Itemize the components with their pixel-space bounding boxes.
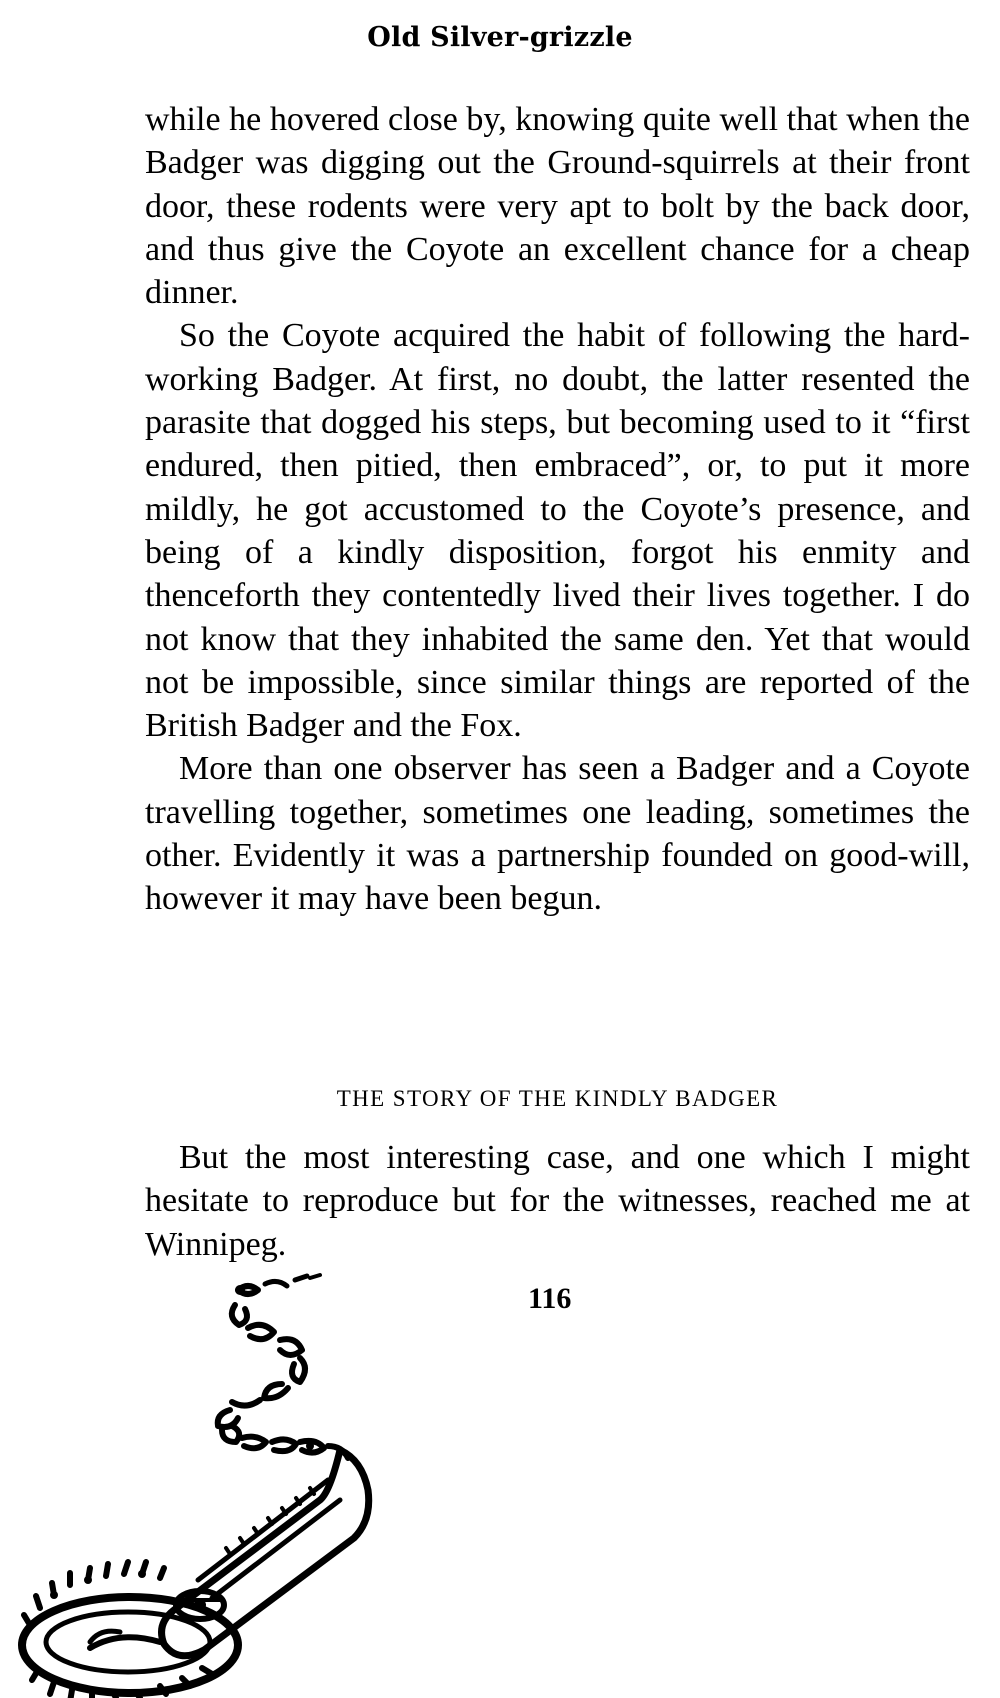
paragraph: More than one observer has seen a Badger and a Coyote travelling together, sometimes one leading, sometimes the other. Evidently it was a partnership founded on good-will, however it may have been begun. — [145, 750, 970, 918]
paragraph: But the most interesting case, and one which I might hesitate to reproduce but for the witnesses, reached me at Winnipeg. — [145, 1139, 970, 1263]
main-text — [145, 98, 970, 921]
trap-illustration-icon — [10, 1270, 410, 1698]
paragraph-continuation: while he hovered close by, knowing quite well that when the Badger was digging out the Ground-squirrels at their front door, these rodents were very apt to bolt by the back door, and thus give the Coyote an excellent chance for a cheap dinner. — [145, 101, 970, 312]
section-heading: THE STORY OF THE KINDLY BADGER — [336, 1086, 779, 1111]
paragraph: So the Coyote acquired the habit of following the hard-working Badger. At first, no doubt, the latter resented the parasite that dogged his steps, but becoming used to it “first endured, then pitied, then embraced”, or, to put it more mildly, he got accustomed to the Coyote’s presence, and being of a kindly disposition, forgot his enmity and thenceforth they contentedly lived their lives together. I do not know that they inhabited the same den. Yet that would not be impossible, since similar things are reported of the British Badger and the Fox. — [145, 317, 970, 745]
page-number: 116 — [528, 1282, 572, 1315]
running-head: Old Silver-grizzle — [367, 22, 633, 53]
section-text — [145, 1136, 970, 1266]
